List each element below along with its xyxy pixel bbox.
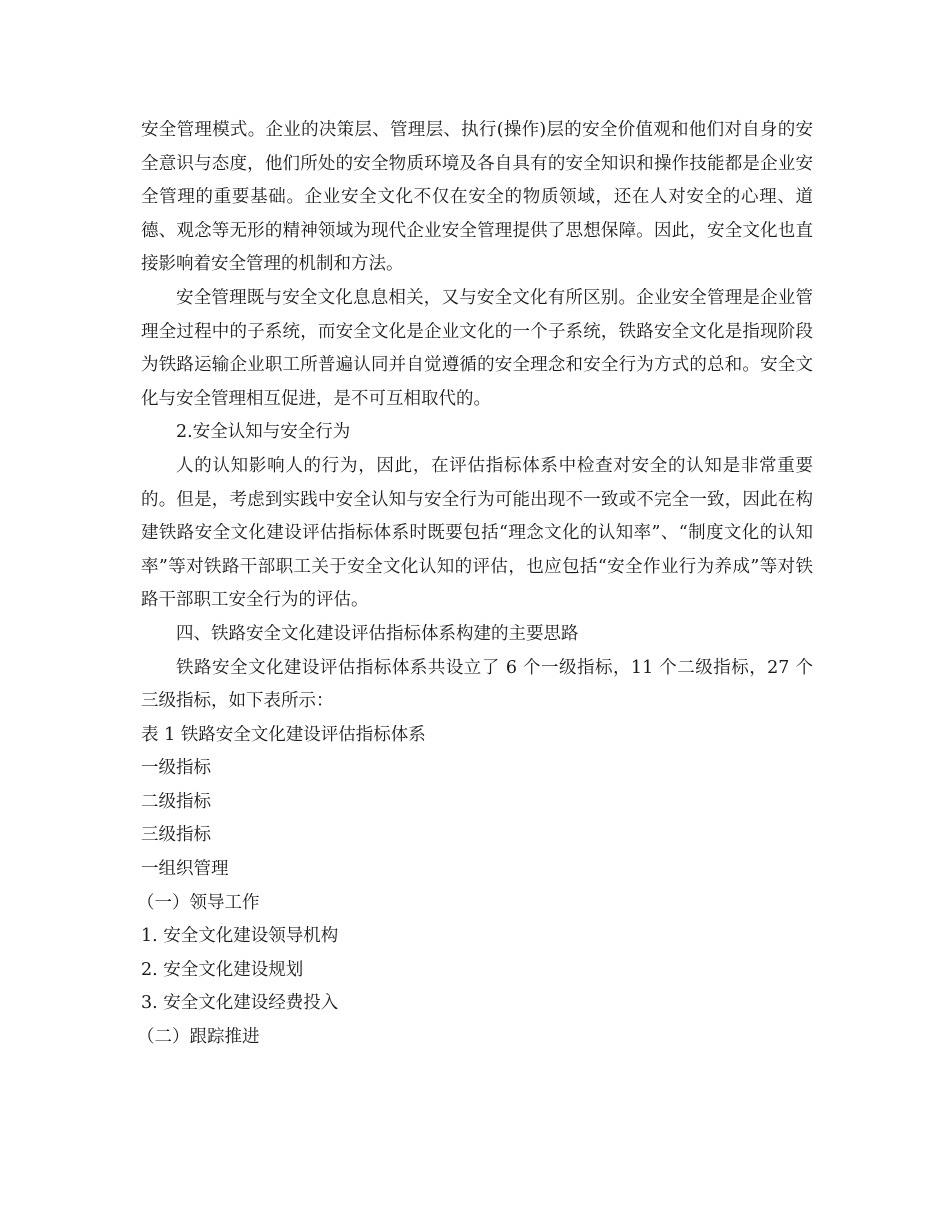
paragraph-indicator-count: 铁路安全文化建设评估指标体系共设立了 6 个一级指标，11 个二级指标，27 个三级指标，如下表所示： — [141, 657, 813, 712]
document-body — [137, 114, 813, 1055]
table-header-level3: 三级指标 — [141, 825, 211, 846]
paragraph-cognition-influence: 人的认知影响人的行为，因此，在评估指标体系中检查对安全的认知是非常重要的。但是，考虑到实践中安全认知与安全行为可能出现不一致或不完全一致，因此在构建铁路安全文化建设评估指标体系时既要包括“理念文化的认知率”、“制度文化的认知率”等对铁路干部职工关于安全文化认知的评估，也应包括“安全作业行为养成”等对铁路干部职工安全行为的评估。 — [141, 455, 813, 611]
list-item: （二）跟踪推进 — [137, 1027, 260, 1048]
list-item: 2. 安全文化建设规划 — [141, 959, 304, 980]
list-item: 一组织管理 — [141, 859, 229, 880]
table-header-level1: 一级指标 — [141, 758, 211, 779]
section-heading-cognition-behavior: 2.安全认知与安全行为 — [176, 422, 351, 443]
list-item: （一）领导工作 — [137, 892, 260, 913]
section-heading-main-ideas: 四、铁路安全文化建设评估指标体系构建的主要思路 — [176, 623, 579, 644]
list-item: 1. 安全文化建设领导机构 — [141, 926, 339, 947]
paragraph-management-vs-culture: 安全管理既与安全文化息息相关，又与安全文化有所区别。企业安全管理是企业管理全过程中的子系统，而安全文化是企业文化的一个子系统，铁路安全文化是指现阶段为铁路运输企业职工所普遍认同并自觉遵循的安全理念和安全行为方式的总和。安全文化与安全管理相互促进，是不可互相取代的。 — [141, 287, 813, 409]
paragraph-safety-management-mode: 安全管理模式。企业的决策层、管理层、执行(操作)层的安全价值观和他们对自身的安全意识与态度，他们所处的安全物质环境及各自具有的安全知识和操作技能都是企业安全管理的重要基础。企业安全文化不仅在安全的物质领域，还在人对安全的心理、道德、观念等无形的精神领域为现代企业安全管理提供了思想保障。因此，安全文化也直接影响着安全管理的机制和方法。 — [141, 120, 813, 275]
table-title: 表 1 铁路安全文化建设评估指标体系 — [141, 724, 426, 745]
table-header-level2: 二级指标 — [141, 791, 211, 812]
list-item: 3. 安全文化建设经费投入 — [141, 993, 339, 1014]
